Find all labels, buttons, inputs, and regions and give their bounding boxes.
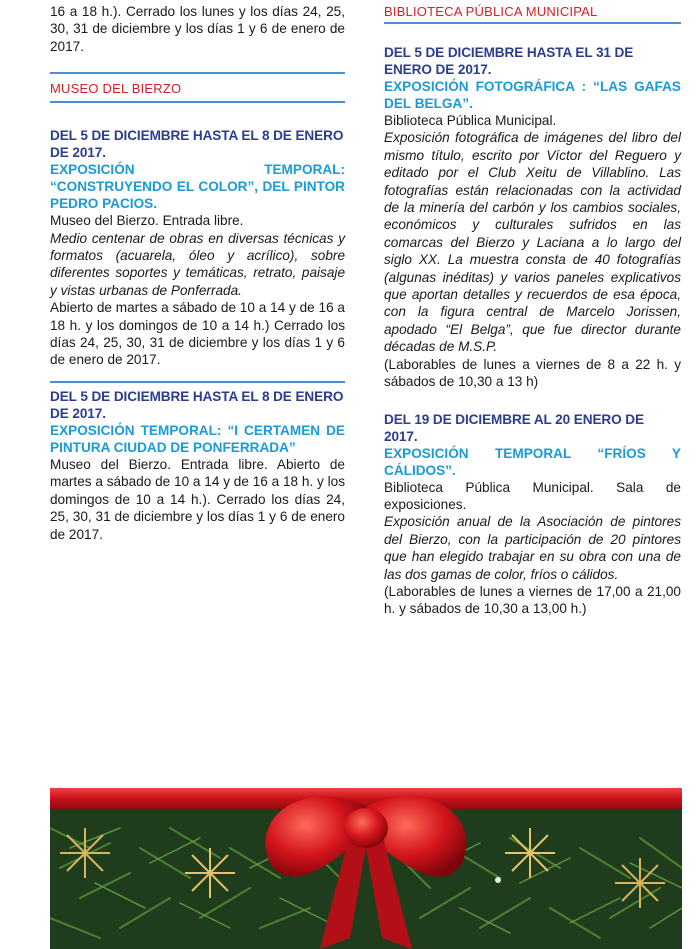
entry-date: DEL 5 DE DICIEMBRE HASTA EL 8 DE ENERO DE 2017. xyxy=(50,128,344,161)
section-title-biblioteca: BIBLIOTECA PÚBLICA MUNICIPAL xyxy=(384,4,681,24)
entry-description: Exposición anual de la Asociación de pintores del Bierzo, con la participación de 20 pintores que han elegido trabajar en su obra con una de las dos gamas de color, fríos o cálidos. xyxy=(384,514,681,582)
entry-description: Medio centenar de obras en diversas técnicas y formatos (acuarela, óleo y acrílico), sobre diferentes soportes y temáticas, retrato, paisaje y vistas urbanas de Ponferrada. xyxy=(50,230,345,298)
entry-date: DEL 19 DE DICIEMBRE AL 20 ENERO DE 2017. xyxy=(384,411,644,444)
entry-title: EXPOSICIÓN FOTOGRÁFICA : “LAS GAFAS DEL BELGA”. xyxy=(384,79,681,111)
entry-hours: (Laborables de lunes a viernes de 17,00 a 21,00 h. y sábados de 10,30 a 13,00 h.) xyxy=(384,583,681,617)
entry-frios-calidos xyxy=(384,411,681,618)
entry-hours: Abierto de martes a sábado de 10 a 14 y de 16 a 18 h. y los domingos de 10 a 14 h.) Cerrado los días 24, 25, 30, 31 de diciembre y los días 1 y 6 de enero de 2017. xyxy=(50,300,345,368)
snowflake-icon xyxy=(615,858,665,908)
intro-text: 16 a 18 h.). Cerrado los lunes y los días 24, 25, 30, 31 de diciembre y los días 1 y 6 de enero de 2017. xyxy=(50,4,345,54)
entry-venue: Museo del Bierzo. Entrada libre. Abierto de martes a sábado de 10 a 14 y de 16 a 18 h. y los domingos de 10 a 14 h.). Cerrado los días 24, 25, 30, 31 de diciembre y los días 1 y 6 de enero de 2017. xyxy=(50,456,345,542)
section-rule-top xyxy=(50,72,345,74)
entry-description: Exposición fotográfica de imágenes del libro del mismo título, escrito por Víctor del Reguero y editado por el Club Xeitu de Villablino. Las fotografías están relacionadas con la actividad de la minería del carbón y los cambios sociales, económicos y culturales sufridos en las comarcas del Bierzo y Laciana a lo largo del siglo XX. La muestra consta de 40 fotografías (algunas inéditas) y varios paneles explicativos que aportan detalles y recuerdos de esa época, con la figura central de Marcelo Jorissen, apodado “El Belga”, que fue director durante décadas de M.S.P. xyxy=(384,130,681,355)
right-column xyxy=(384,0,681,618)
christmas-garland-illustration xyxy=(50,788,682,949)
bow-knot xyxy=(344,808,388,848)
section-rule-bottom xyxy=(50,101,345,103)
entry-construyendo-color xyxy=(50,127,345,369)
entry-venue: Museo del Bierzo. Entrada libre. xyxy=(50,213,244,229)
section-title-museo: MUSEO DEL BIERZO xyxy=(50,81,182,97)
entry-venue: Biblioteca Pública Municipal. Sala de exposiciones. xyxy=(384,479,681,512)
christmas-decoration xyxy=(50,788,682,949)
left-column xyxy=(50,0,345,543)
entry-divider xyxy=(50,381,345,383)
entry-date: DEL 5 DE DICIEMBRE HASTA EL 31 DE ENERO DE 2017. xyxy=(384,45,634,77)
entry-venue: Biblioteca Pública Municipal. xyxy=(384,113,557,128)
entry-hours: (Laborables de lunes a viernes de 8 a 22 h. y sábados de 10,30 a 13 h) xyxy=(384,356,681,390)
entry-date: DEL 5 DE DICIEMBRE HASTA EL 8 DE ENERO DE 2017. xyxy=(50,388,344,421)
entry-title: EXPOSICIÓN TEMPORAL: “CONSTRUYENDO EL COLOR”, DEL PINTOR PEDRO PACIOS. xyxy=(50,162,345,212)
entry-title: EXPOSICIÓN TEMPORAL: “I CERTAMEN DE PINTURA CIUDAD DE PONFERRADA” xyxy=(50,422,345,455)
entry-title: EXPOSICIÓN TEMPORAL “FRÍOS Y CÁLIDOS”. xyxy=(384,445,681,478)
snowflake-icon xyxy=(60,828,110,878)
snowflake-icon xyxy=(505,828,555,878)
snowflake-icon xyxy=(185,848,235,898)
entry-gafas-belga xyxy=(384,44,681,391)
entry-certamen-pintura xyxy=(50,388,345,543)
